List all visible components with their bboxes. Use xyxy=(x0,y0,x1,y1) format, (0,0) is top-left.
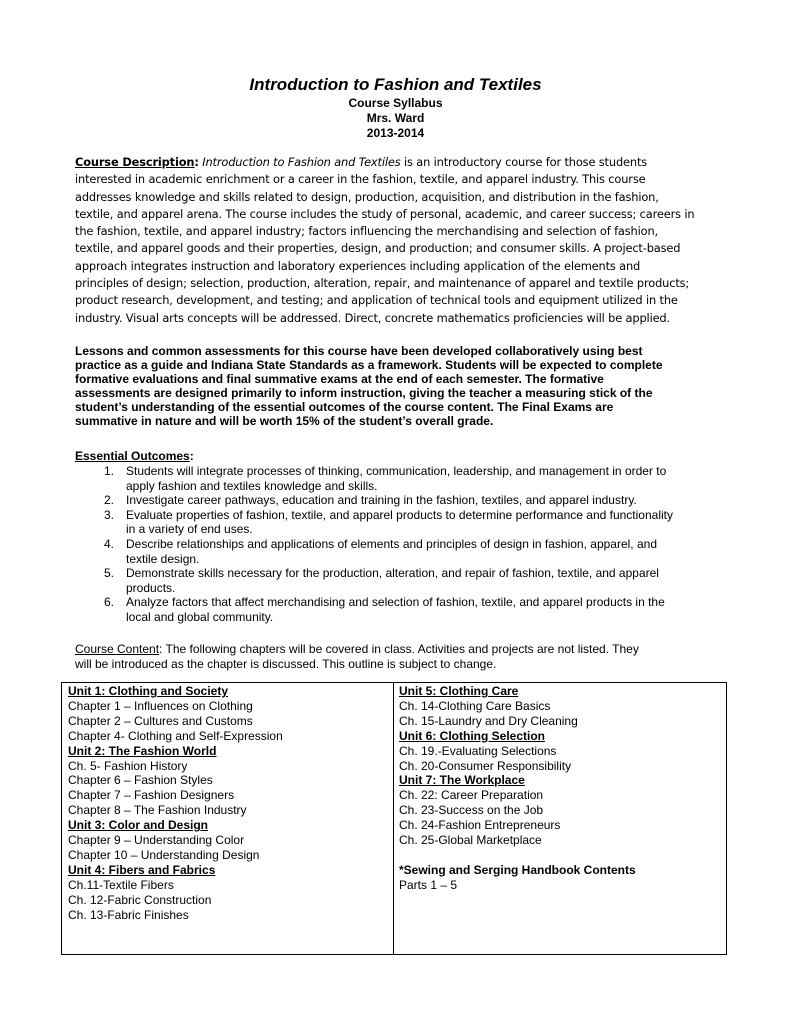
outcome-number: 6. xyxy=(104,595,115,610)
assessment-line: formative evaluations and final summative exams at the end of each semester. The formative xyxy=(75,371,604,386)
unit-heading: Unit 7: The Workplace xyxy=(399,773,525,788)
outcome-item xyxy=(100,493,740,508)
outcome-line: Analyze factors that affect merchandising and selection of fashion, textile, and apparel products in the xyxy=(126,595,665,610)
course-description-label: Course Description xyxy=(75,155,195,169)
outcome-line: in a variety of end uses. xyxy=(126,522,253,537)
outcome-item xyxy=(100,508,740,537)
chapter-item: Ch. 22: Career Preparation xyxy=(399,788,544,803)
course-content-label: Course Content xyxy=(75,642,160,656)
page-subtitle: Course Syllabus xyxy=(348,96,443,110)
outcome-line: Investigate career pathways, education and training in the fashion, textiles, and apparel industry. xyxy=(126,493,637,508)
outcome-line: local and global community. xyxy=(126,609,274,624)
description-line: approach integrates instruction and laboratory experiences including application of the elements and xyxy=(75,258,641,273)
chapter-item: Chapter 7 – Fashion Designers xyxy=(68,788,235,803)
course-content-line xyxy=(75,642,725,657)
chapters-left-column xyxy=(68,684,388,923)
label-colon: : xyxy=(189,449,194,463)
chapter-item: Ch. 13-Fabric Finishes xyxy=(68,907,189,922)
chapters-table xyxy=(61,682,727,955)
school-year: 2013-2014 xyxy=(366,126,425,140)
outcome-line: products. xyxy=(126,580,176,595)
chapter-item: Chapter 2 – Cultures and Customs xyxy=(68,713,253,728)
description-line: industry. Visual arts concepts will be addressed. Direct, concrete mathematics proficiencies will be applied. xyxy=(75,310,670,325)
unit-heading: Unit 2: The Fashion World xyxy=(68,743,217,758)
page-title: Introduction to Fashion and Textiles xyxy=(249,75,542,94)
chapter-item: Ch. 19.-Evaluating Selections xyxy=(399,743,557,758)
unit-heading: Unit 5: Clothing Care xyxy=(399,684,519,698)
chapter-item: Ch. 5- Fashion History xyxy=(68,758,188,773)
description-line: textile, and apparel arena. The course includes the study of personal, academic, and career success; careers in xyxy=(75,206,695,221)
chapters-right-column xyxy=(399,684,719,893)
essential-outcomes-heading xyxy=(75,449,194,463)
assessment-line: student’s understanding of the essential outcomes of the course content. The Final Exams are xyxy=(75,399,614,414)
chapter-item: Chapter 4- Clothing and Self-Expression xyxy=(68,728,283,743)
unit-heading: Unit 6: Clothing Selection xyxy=(399,728,545,743)
chapter-item: Ch.11-Textile Fibers xyxy=(68,877,174,892)
description-line: addresses knowledge and skills related to design, production, acquisition, and distribution in the fashion, xyxy=(75,189,659,204)
outcome-number: 3. xyxy=(104,507,115,522)
chapter-item: Ch. 23-Success on the Job xyxy=(399,803,544,818)
course-content-line: will be introduced as the chapter is discussed. This outline is subject to change. xyxy=(75,656,497,671)
outcome-line: Demonstrate skills necessary for the production, alteration, and repair of fashion, textile, and apparel xyxy=(126,566,659,581)
chapter-item: Chapter 6 – Fashion Styles xyxy=(68,773,213,788)
unit-heading: Unit 1: Clothing and Society xyxy=(68,684,229,698)
description-line: product research, development, and testing; and application of technical tools and equipment utilized in the xyxy=(75,293,678,308)
outcome-item xyxy=(100,595,740,624)
chapter-item: Chapter 1 – Influences on Clothing xyxy=(68,698,253,713)
chapter-item: Ch. 25-Global Marketplace xyxy=(399,833,542,848)
outcome-line: textile design. xyxy=(126,551,200,566)
course-content-paragraph xyxy=(75,642,725,671)
assessment-line: practice as a guide and Indiana State Standards as a framework. Students will be expected to complete xyxy=(75,357,663,372)
assessment-line: summative in nature and will be worth 15% of the student’s overall grade. xyxy=(75,413,494,428)
chapter-item: Chapter 8 – The Fashion Industry xyxy=(68,803,247,818)
outcome-line: Students will integrate processes of thinking, communication, leadership, and management in order to xyxy=(126,464,667,478)
chapter-item: Chapter 10 – Understanding Design xyxy=(68,847,260,862)
outcome-number: 4. xyxy=(104,536,115,551)
essential-outcomes-label: Essential Outcomes xyxy=(75,449,190,463)
description-line: interested in academic enrichment or a career in the fashion, textile, and apparel industry. This course xyxy=(75,172,646,187)
course-name: Introduction to Fashion and Textiles xyxy=(202,155,401,169)
description-line: the fashion, textile, and apparel industry; factors influencing the merchandising and selection of fashion, xyxy=(75,224,658,239)
assessment-paragraph xyxy=(75,345,730,428)
description-text: is an introductory course for those students xyxy=(400,155,648,169)
outcome-line: Describe relationships and applications of elements and principles of design in fashion, apparel, and xyxy=(126,536,657,551)
outcome-line: apply fashion and textiles knowledge and skills. xyxy=(126,478,378,493)
assessment-line: assessments are designed primarily to inform instruction, giving the teacher a measuring stick of the xyxy=(75,385,653,400)
description-line: textile, and apparel goods and their properties, design, and production; and consumer skills. A project-based xyxy=(75,241,681,256)
outcome-number: 2. xyxy=(104,493,115,508)
outcome-item xyxy=(100,537,740,566)
label-colon: : xyxy=(194,155,199,169)
column-divider xyxy=(393,683,394,954)
chapter-item: Ch. 12-Fabric Construction xyxy=(68,892,212,907)
chapter-item: Ch. 20-Consumer Responsibility xyxy=(399,758,572,773)
table-spacer xyxy=(399,848,719,863)
handbook-note: *Sewing and Serging Handbook Contents xyxy=(399,862,636,877)
chapter-item: Ch. 15-Laundry and Dry Cleaning xyxy=(399,713,578,728)
outcomes-list xyxy=(100,464,740,625)
description-line xyxy=(75,154,715,171)
teacher-name: Mrs. Ward xyxy=(366,111,425,125)
chapter-item: Chapter 9 – Understanding Color xyxy=(68,833,245,848)
course-description xyxy=(75,154,715,327)
outcome-number: 5. xyxy=(104,566,115,581)
chapter-item: Ch. 24-Fashion Entrepreneurs xyxy=(399,818,561,833)
course-content-text: : The following chapters will be covered in class. Activities and projects are not listed. They xyxy=(159,642,639,656)
outcome-line: Evaluate properties of fashion, textile, and apparel products to determine performance and functionality xyxy=(126,507,673,522)
chapter-item: Parts 1 – 5 xyxy=(399,877,458,892)
description-line: principles of design; selection, production, alteration, repair, and maintenance of apparel and textile products; xyxy=(75,276,690,291)
unit-heading: Unit 3: Color and Design xyxy=(68,818,209,833)
outcome-item xyxy=(100,464,740,493)
unit-heading: Unit 4: Fibers and Fabrics xyxy=(68,862,216,877)
chapter-item: Ch. 14-Clothing Care Basics xyxy=(399,698,551,713)
outcome-number: 1. xyxy=(104,464,115,478)
outcome-item xyxy=(100,566,740,595)
assessment-line: Lessons and common assessments for this course have been developed collaboratively using best xyxy=(75,344,643,358)
